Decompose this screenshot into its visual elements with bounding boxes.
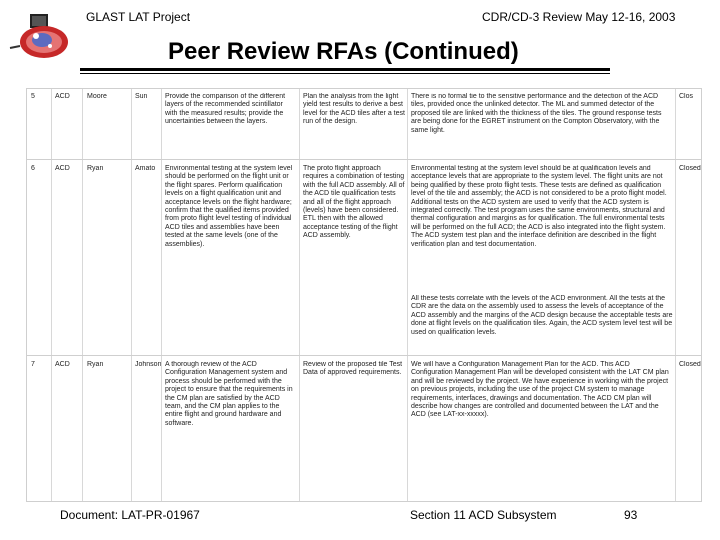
header-review: CDR/CD-3 Review May 12-16, 2003 — [482, 10, 676, 24]
table-row-by: Moore — [87, 93, 107, 100]
page-number: 93 — [624, 508, 638, 522]
col-divider — [299, 89, 300, 501]
table-row-request: A thorough review of the ACD Configuration Management system and process should be performed with the project to ensure that the requirements in the CM plan are satisfied by the ACD team, and the CM plan applies to the entire flight and ground hardware and software. — [165, 361, 293, 427]
row-divider — [27, 355, 701, 356]
table-row-to: Johnson — [135, 361, 161, 368]
col-divider — [51, 89, 52, 501]
page-title: Peer Review RFAs (Continued) — [168, 38, 519, 65]
table-row-resolution-cont: All these tests correlate with the levels of the ACD environment. All the tests at the CDR are the data on the assembly used to assess the levels of acceptance of the ACD assembly and the margins of the ACD design because the acceptable tests are done at flight levels on the qualification tiles. Again, the ACD system level test will be used on qualification levels. — [411, 295, 673, 336]
table-row-status: Closed — [679, 361, 701, 368]
table-row-by: Ryan — [87, 165, 104, 172]
col-divider — [131, 89, 132, 501]
table-row-num: 6 — [31, 165, 35, 172]
table-row-num: 7 — [31, 361, 35, 368]
col-divider — [82, 89, 83, 501]
footer-section: Section 11 ACD Subsystem — [410, 508, 557, 522]
col-divider — [407, 89, 408, 501]
table-row-num: 5 — [31, 93, 35, 100]
table-row-request: Provide the comparison of the different layers of the recommended scintillator with the measured results; provide the uncertainties between the layers. — [165, 93, 286, 126]
table-row-resolution: Environmental testing at the system level should be at qualification levels and acceptance levels that are appropriate to the system level. The flight units are not being qualified by these proto flight tests. These tests are defined as qualification level of the tile and assembly; the ACD is not considered to be a proto flight model. Additional tests on the ACD system are used to verify that the ACD system is integrated correctly. The test program uses the same environments, structural and thermal configuration and margins as for qualification. The full environmental tests will be performed on the full ACD; the ACD is also integrated into the flight system. The ACD system test plan and the interface definition are described in the flight verification plan and test documentation. — [411, 165, 667, 248]
table-row-request: Environmental testing at the system level should be performed on the flight unit or the flight spares. Perform qualification levels on a flight qualification unit and acceptance levels on the flight hardware; confirm that the qualified items provided from proto flight level testing of individual ACD tiles and assemblies have been tested at the same levels (one of the assemblies). — [165, 165, 293, 248]
col-divider — [675, 89, 676, 501]
table-row-resolution: We will have a Configuration Management Plan for the ACD. This ACD Configuration Management Plan will be developed consistent with the LAT CM plan and will be reviewed by the project. We have experience in working with the project on previous projects, including the use of the project CM system to manage requirements, interfaces, drawings and documentation. The ACD CM plan will describe how changes are controlled and documented between the LAT and the ACD (see LAT-xx-xxxxx). — [411, 361, 669, 419]
glast-logo — [6, 8, 74, 62]
title-rule-thin — [80, 73, 610, 74]
row-divider — [27, 159, 701, 160]
table-row-response: The proto flight approach requires a combination of testing with the full ACD assembly. All of the ACD tile qualification tests and all of the flight approach (levels) have been considered. ETL then with the allowed acceptance testing of the flight ACD assembly. — [303, 165, 405, 240]
table-row-sub: ACD — [55, 93, 70, 100]
title-rule — [80, 68, 610, 71]
table-row-to: Sun — [135, 93, 148, 100]
rfa-table — [26, 88, 702, 502]
header-project: GLAST LAT Project — [86, 10, 191, 24]
table-row-status: Closed — [679, 165, 701, 172]
table-row-by: Ryan — [87, 361, 104, 368]
table-row-to: Amato — [135, 165, 156, 172]
table-row-response: Plan the analysis from the light yield test results to derive a best level for the ACD tiles after a test run of the design. — [303, 93, 405, 126]
table-row-sub: ACD — [55, 165, 70, 172]
table-row-resolution: There is no formal tie to the sensitive performance and the detection of the ACD tiles, provided once the unlinked detector. The ML and summed detector of the proposed tile are linked with the thickness of the tiles. The ground response tests are being done for the EGRET instrument on the Compton Observatory, with the same light. — [411, 93, 662, 134]
table-row-response: Review of the proposed tile Test Data of approved requirements. — [303, 361, 403, 377]
footer-document: Document: LAT-PR-01967 — [60, 508, 200, 522]
table-row-status: Clos — [679, 93, 694, 100]
col-divider — [161, 89, 162, 501]
table-row-sub: ACD — [55, 361, 70, 368]
